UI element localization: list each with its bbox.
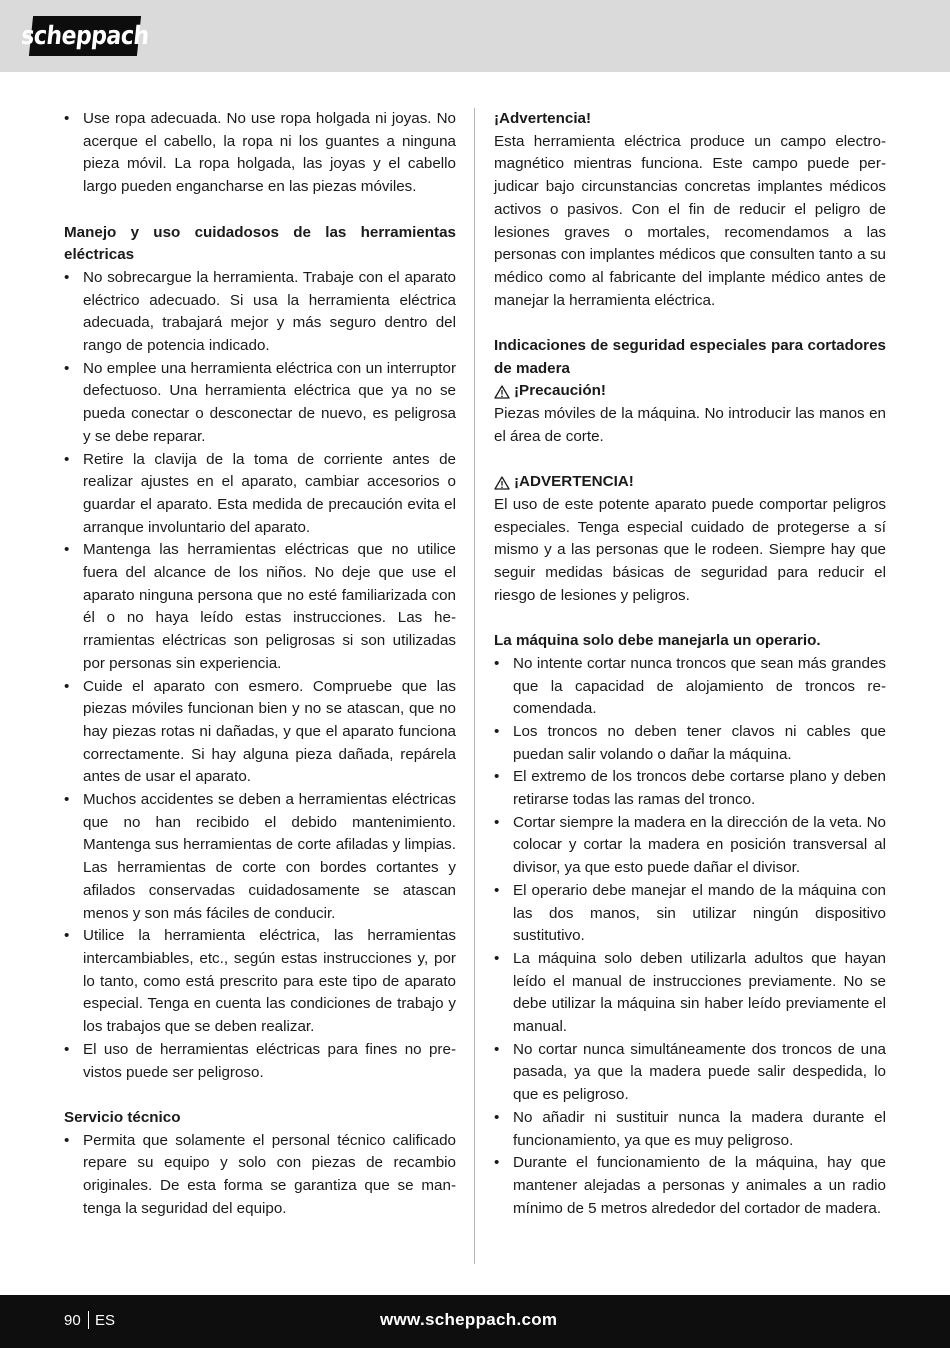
warning-line bbox=[494, 471, 886, 494]
list-item: • No cortar nunca simultáneamente dos troncos de una pasada, ya que la madera puede salir despedida, lo que es peligroso. bbox=[494, 1039, 886, 1107]
list-item: • No emplee una herramienta eléctrica con un interruptor defectuoso. Una herramienta eléctrica que ya no se pueda conectar o desconectar de nuevo, es peligrosa y se debe reparar. bbox=[64, 358, 456, 449]
warning-triangle-icon bbox=[494, 385, 510, 399]
section-heading-operator: La máquina solo debe manejarla un operario. bbox=[494, 632, 821, 650]
handling-bullet-list bbox=[64, 267, 456, 1084]
page-footer bbox=[0, 1295, 950, 1348]
advertencia-heading: ¡Advertencia! bbox=[494, 110, 592, 127]
list-item: • No sobrecargue la herramienta. Trabaje con el aparato eléctrico adecuado. Si usa la herramienta eléctrica adecuada, trabajará mejor y más seguro dentro del rango de potencia indicado. bbox=[64, 267, 456, 358]
left-column bbox=[64, 108, 456, 1220]
section-heading-service: Servicio técnico bbox=[64, 1108, 181, 1126]
list-item: • Mantenga las herramientas eléctricas que no utilice fuera del alcance de los niños. No deje que use el aparato ninguna persona que no esté familiarizada con él o no haya leído estas instrucciones. Las herramientas eléctricas son peligrosas si son utilizadas por personas sin experiencia. bbox=[64, 539, 456, 675]
list-item: • Cortar siempre la madera en la dirección de la veta. No colocar y cortar la madera en posición transversal al divisor, ya que esto puede dañar el divisor. bbox=[494, 812, 886, 880]
warning-triangle-icon bbox=[494, 476, 510, 490]
section-heading-special: Indicaciones de seguridad especiales para cortadores de madera bbox=[494, 337, 886, 377]
right-column bbox=[494, 108, 886, 1220]
brand-logo bbox=[19, 16, 151, 56]
list-item: • El extremo de los troncos debe cortarse plano y deben retirarse todas las ramas del tronco. bbox=[494, 766, 886, 811]
advertencia-text: Esta herramienta eléctrica produce un campo electromagnético mientras funciona. Este campo puede perjudicar bajo circunstancias concretas implantes médicos activos o pasivos. Con el fin de reducir el peligro de lesiones graves o mortales, recomendamos a las personas con implantes médicos que consulten tanto a su médico como al fabricante del implante médico antes de manejar la herramienta eléctrica. bbox=[494, 132, 886, 309]
brand-logo-text: scheppach bbox=[19, 21, 151, 51]
list-item: • Permita que solamente el personal técnico calificado repare su equipo y solo con piezas de recambio originales. De esta forma se garantiza que se mantenga la seguridad del equipo. bbox=[64, 1130, 456, 1221]
operator-bullet-list bbox=[494, 653, 886, 1221]
list-item: • Los troncos no deben tener clavos ni cables que puedan salir volando o dañar la máquina. bbox=[494, 721, 886, 766]
list-item: • Cuide el aparato con esmero. Compruebe que las piezas móviles funcionan bien y no se atascan, que no hay piezas rotas ni dañadas, y que el aparato funciona correctamente. Si hay alguna pieza dañada, repárela antes de usar el aparato. bbox=[64, 676, 456, 790]
service-bullet-list bbox=[64, 1130, 456, 1221]
list-item: • No intente cortar nunca troncos que sean más grandes que la capacidad de alojamiento de troncos recomendada. bbox=[494, 653, 886, 721]
caution-text: Piezas móviles de la máquina. No introducir las manos en el área de corte. bbox=[494, 405, 886, 445]
website-link[interactable]: www.scheppach.com bbox=[380, 1310, 558, 1329]
list-item: • Durante el funcionamiento de la máquina, hay que mantener alejadas a personas y animales a un radio mínimo de 5 metros alrededor del cortador de madera. bbox=[494, 1152, 886, 1220]
intro-bullet-list bbox=[64, 108, 456, 199]
language-code: ES bbox=[95, 1312, 116, 1329]
list-item: • La máquina solo deben utilizarla adultos que hayan leído el manual de instrucciones previamente. No se debe utilizar la máquina sin haber leído previamente el manual. bbox=[494, 948, 886, 1039]
column-divider bbox=[474, 108, 475, 1264]
list-item: • Use ropa adecuada. No use ropa holgada ni joyas. No acerque el cabello, la ropa ni los guantes a ninguna pieza móvil. La ropa holgada, las joyas y el cabello largo pueden engancharse en las piezas móviles. bbox=[64, 108, 456, 199]
caution-label: ¡Precaución! bbox=[514, 382, 606, 400]
section-heading-handling: Manejo y uso cuidadosos de las herramientas eléctricas bbox=[64, 223, 456, 264]
list-item: • El operario debe manejar el mando de la máquina con las dos manos, sin utilizar ningún dispositivo sustitutivo. bbox=[494, 880, 886, 948]
list-item: • Muchos accidentes se deben a herramientas eléctricas que no han recibido el debido mantenimiento. Mantenga sus herramientas de corte afiladas y limpias. Las herramientas de corte con bordes cortantes y afilados conservadas cuidadosamente se atascan menos y son más fáciles de conducir. bbox=[64, 789, 456, 925]
page-header bbox=[0, 0, 950, 72]
warning-label: ¡ADVERTENCIA! bbox=[514, 473, 634, 491]
list-item: • No añadir ni sustituir nunca la madera durante el funcionamiento, ya que es muy peligroso. bbox=[494, 1107, 886, 1152]
list-item: • Retire la clavija de la toma de corriente antes de realizar ajustes en el aparato, cambiar accesorios o guardar el aparato. Esta medida de precaución evita el arranque involuntario del aparato. bbox=[64, 449, 456, 540]
list-item: • Utilice la herramienta eléctrica, las herramientas intercambiables, etc., según estas instrucciones y, por lo tanto, como está prescrito para este tipo de aparato especial. Tenga en cuenta las condiciones de trabajo y los trabajos que se deben realizar. bbox=[64, 925, 456, 1039]
list-item: • El uso de herramientas eléctricas para fines no previstos puede ser peligroso. bbox=[64, 1039, 456, 1084]
caution-line bbox=[494, 380, 886, 403]
footer-separator bbox=[88, 1311, 89, 1329]
warning-text: El uso de este potente aparato puede comportar peligros especiales. Tenga especial cuidado de protegerse a sí mismo y a las personas que le rodeen. Siempre hay que seguir medidas básicas de seguridad para reducir el riesgo de lesiones y peligros. bbox=[494, 495, 886, 604]
page-number: 90 bbox=[64, 1312, 81, 1329]
